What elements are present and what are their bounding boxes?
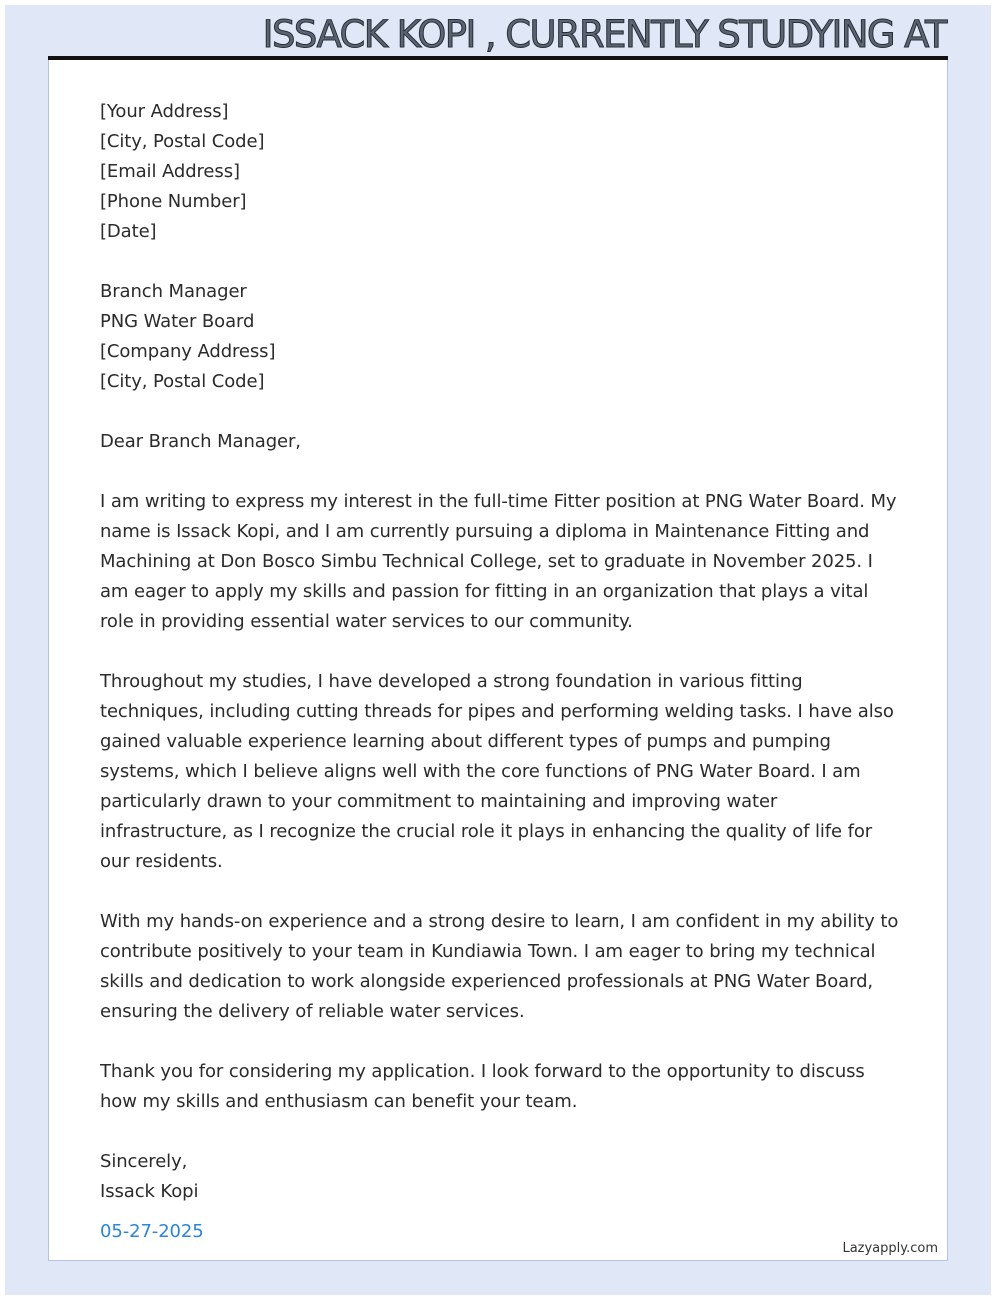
recipient-city: [City, Postal Code] <box>100 371 265 392</box>
recipient-block <box>100 277 900 397</box>
paragraph-confidence: With my hands-on experience and a strong desire to learn, I am confident in my ability to contribute positively to your team in Kundiawia Town. I am eager to bring my technical skills and dedication to work alongside experienced professionals at PNG Water Board, ensuring the delivery of reliable water services. <box>100 911 899 1022</box>
paragraph-experience: Throughout my studies, I have developed a strong foundation in various fitting techniques, including cutting threads for pipes and performing welding tasks. I have also gained valuable experience learning about different types of pumps and pumping systems, which I believe aligns well with the core functions of PNG Water Board. I am particularly drawn to your commitment to maintaining and improving water infrastructure, as I recognize the crucial role it plays in enhancing the quality of life for our residents. <box>100 671 894 872</box>
header-bar <box>48 14 948 60</box>
letter-date: 05-27-2025 <box>100 1221 204 1242</box>
paragraph-thanks: Thank you for considering my application. I look forward to the opportunity to discuss how my skills and enthusiasm can benefit your team. <box>100 1061 865 1112</box>
sender-city: [City, Postal Code] <box>100 131 265 152</box>
recipient-title: Branch Manager <box>100 281 247 302</box>
sender-phone: [Phone Number] <box>100 191 247 212</box>
signature-name: Issack Kopi <box>100 1181 199 1202</box>
document-title: ISSACK KOPI , CURRENTLY STUDYING AT <box>262 14 946 56</box>
recipient-address: [Company Address] <box>100 341 276 362</box>
sender-block <box>100 97 900 247</box>
letter-body <box>100 97 900 1247</box>
sender-date: [Date] <box>100 221 157 242</box>
letter-paper <box>48 60 948 1261</box>
sender-email: [Email Address] <box>100 161 240 182</box>
valediction: Sincerely, <box>100 1151 188 1172</box>
salutation: Dear Branch Manager, <box>100 431 301 452</box>
sender-address: [Your Address] <box>100 101 229 122</box>
paragraph-intro: I am writing to express my interest in the full-time Fitter position at PNG Water Board. My name is Issack Kopi, and I am currently pursuing a diploma in Maintenance Fitting and Machining at Don Bosco Simbu Technical College, set to graduate in November 2025. I am eager to apply my skills and passion for fitting in an organization that plays a vital role in providing essential water services to our community. <box>100 491 897 632</box>
recipient-company: PNG Water Board <box>100 311 255 332</box>
closing-block <box>100 1147 900 1247</box>
brand-watermark: Lazyapply.com <box>842 1241 938 1256</box>
